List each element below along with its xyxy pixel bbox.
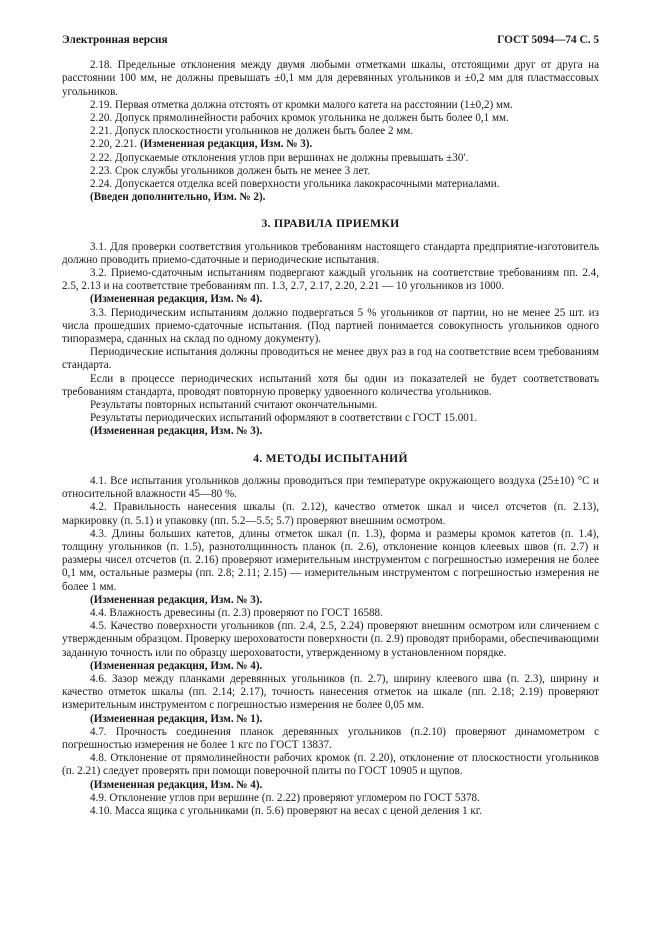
clause-3-3-records: Результаты периодических испытаний оформляют в соответствии с ГОСТ 15.001. bbox=[90, 412, 478, 425]
amendment-clause-numbers: 2.20, 2.21. bbox=[90, 138, 138, 151]
amendment-note: (Измененная редакция, Изм. № 4). bbox=[90, 778, 263, 791]
amendment-2-20-2-21 bbox=[62, 138, 599, 151]
clause-4-3: 4.3. Длины больших катетов, длины отметок шкал (п. 1.3), форма и размеры кромок катетов (п. 1.4), толщину угольников (п. 1.5), разнотолщинность планок (п. 2.6), отклонение концов клеевых швов (п. 2.7) и размеры чисел отсчетов (п. 2.16) проверяют измерительным инструментом с погрешностью измерения не более 0,1 мм, остальные размеры (пп. 2.8; 2.11; 2.15) — измерительным инструментом с погрешностью измерения не более 1 мм. bbox=[62, 527, 599, 593]
clause-3-3-periodic: Периодические испытания должны проводиться не менее двух раз в год на соответствие всем требованиям стандарта. bbox=[62, 346, 599, 372]
clause-2-18: 2.18. Предельные отклонения между двумя любыми отметками шкалы, отстоящими друг от друга на расстоянии 100 мм, не должны превышать ±0,1 мм для деревянных угольников и ±0,2 мм для пластмассовых угольников. bbox=[62, 59, 599, 98]
clause-4-9: 4.9. Отклонение углов при вершине (п. 2.22) проверяют угломером по ГОСТ 5378. bbox=[90, 791, 480, 804]
clause-4-10: 4.10. Масса ящика с угольниками (п. 5.6) проверяют на весах с ценой деления 1 кг. bbox=[90, 804, 482, 817]
clause-4-2: 4.2. Правильность нанесения шкалы (п. 2.12), качество отметок шкал и чисел отсчетов (п. 2.13), маркировку (п. 5.1) и упаковку (пп. 5.2—5.5; 5.7) проверяют внешним осмотром. bbox=[62, 501, 599, 527]
clause-3-2: 3.2. Приемо-сдаточным испытаниям подвергают каждый угольник на соответствие требованиям пп. 2.4, 2.5, 2.13 и на соответствие требованиям пп. 1.3, 2.7, 2.17, 2.20, 2.21 — 10 угольников из 1000. bbox=[62, 267, 599, 293]
section-3-title: 3. ПРАВИЛА ПРИЕМКИ bbox=[261, 217, 400, 231]
page-header bbox=[62, 34, 599, 47]
header-edition: Электронная версия bbox=[62, 34, 168, 46]
clause-2-20: 2.20. Допуск прямолинейности рабочих кромок угольника не должен быть более 0,1 мм. bbox=[90, 112, 509, 125]
clause-4-7: 4.7. Прочность соединения планок деревянных угольников (п.2.10) проверяют динамометром с погрешностью измерения не более 1 кгс по ГОСТ 13837. bbox=[62, 725, 599, 751]
clause-4-4: 4.4. Влажность древесины (п. 2.3) проверяют по ГОСТ 16588. bbox=[90, 606, 383, 619]
clause-3-3-retest: Если в процессе периодических испытаний хотя бы один из показателей не будет соответствовать требованиям стандарта, проводят повторную проверку удвоенного количества угольников. bbox=[62, 372, 599, 398]
clause-3-1: 3.1. Для проверки соответствия угольников требованиям настоящего стандарта предприятие-изготовитель должно проводить приемо-сдаточные и периодические испытания. bbox=[62, 240, 599, 266]
section-4-title: 4. МЕТОДЫ ИСПЫТАНИЙ bbox=[253, 451, 408, 465]
clause-2-22: 2.22. Допускаемые отклонения углов при вершинах не должны превышать ±30′. bbox=[90, 151, 469, 164]
amendment-note: (Измененная редакция, Изм. № 3). bbox=[139, 138, 313, 151]
clause-4-1: 4.1. Все испытания угольников должны проводиться при температуре окружающего воздуха (25±10) °С и относительной влажности 45—80 %. bbox=[62, 474, 599, 501]
amendment-note: (Измененная редакция, Изм. № 4). bbox=[90, 293, 263, 306]
clause-2-21: 2.21. Допуск плоскостности угольников не должен быть более 2 мм. bbox=[90, 125, 414, 138]
amendment-note: (Измененная редакция, Изм. № 1). bbox=[90, 712, 263, 725]
clause-4-6: 4.6. Зазор между планками деревянных угольников (п. 2.7), ширину клеевого шва (п. 2.3), ширину и качество отметок шкалы (пп. 2.14; 2.17), точность нанесения отметок на шкале (пп. 2.18; 2.19) проверяют измерительным инструментом с погрешностью измерения не более 0,05 мм. bbox=[62, 672, 599, 712]
added-note: (Введен дополнительно, Изм. № 2). bbox=[90, 191, 266, 204]
clause-2-23: 2.23. Срок службы угольников должен быть не менее 3 лет. bbox=[90, 164, 371, 177]
amendment-note: (Измененная редакция, Изм. № 4). bbox=[90, 659, 263, 672]
clause-2-19: 2.19. Первая отметка должна отстоять от кромки малого катета на расстоянии (1±0,2) мм. bbox=[90, 98, 513, 111]
clause-4-5: 4.5. Качество поверхности угольников (пп. 2.4, 2.5, 2.24) проверяют внешним осмотром или сличением с утвержденным образцом. Проверку шероховатости поверхности (п. 2.9) проводят приборами, обеспечивающими заданную точность или по образцу шероховатости, утвержденному в установленном порядке. bbox=[62, 620, 599, 659]
header-standard-page: ГОСТ 5094—74 С. 5 bbox=[497, 34, 599, 46]
clause-4-8: 4.8. Отклонение от прямолинейности рабочих кромок (п. 2.20), отклонение от плоскостности угольников (п. 2.21) следует проверять при помощи поверочной плиты по ГОСТ 10905 и щупов. bbox=[62, 752, 599, 778]
clause-3-3: 3.3. Периодическим испытаниям должно подвергаться 5 % угольников от партии, но не менее 25 шт. из числа прошедших приемо-сдаточные испытания. (Под партией понимается совокупность угольников одного типоразмера, сданных на склад по одному документу). bbox=[62, 306, 599, 346]
clause-2-24: 2.24. Допускается отделка всей поверхности угольника лакокрасочными материалами. bbox=[90, 178, 500, 191]
clause-3-3-final: Результаты повторных испытаний считают окончательными. bbox=[90, 399, 378, 412]
amendment-note: (Измененная редакция, Изм. № 3). bbox=[90, 425, 263, 438]
amendment-note: (Измененная редакция, Изм. № 3). bbox=[90, 593, 263, 606]
